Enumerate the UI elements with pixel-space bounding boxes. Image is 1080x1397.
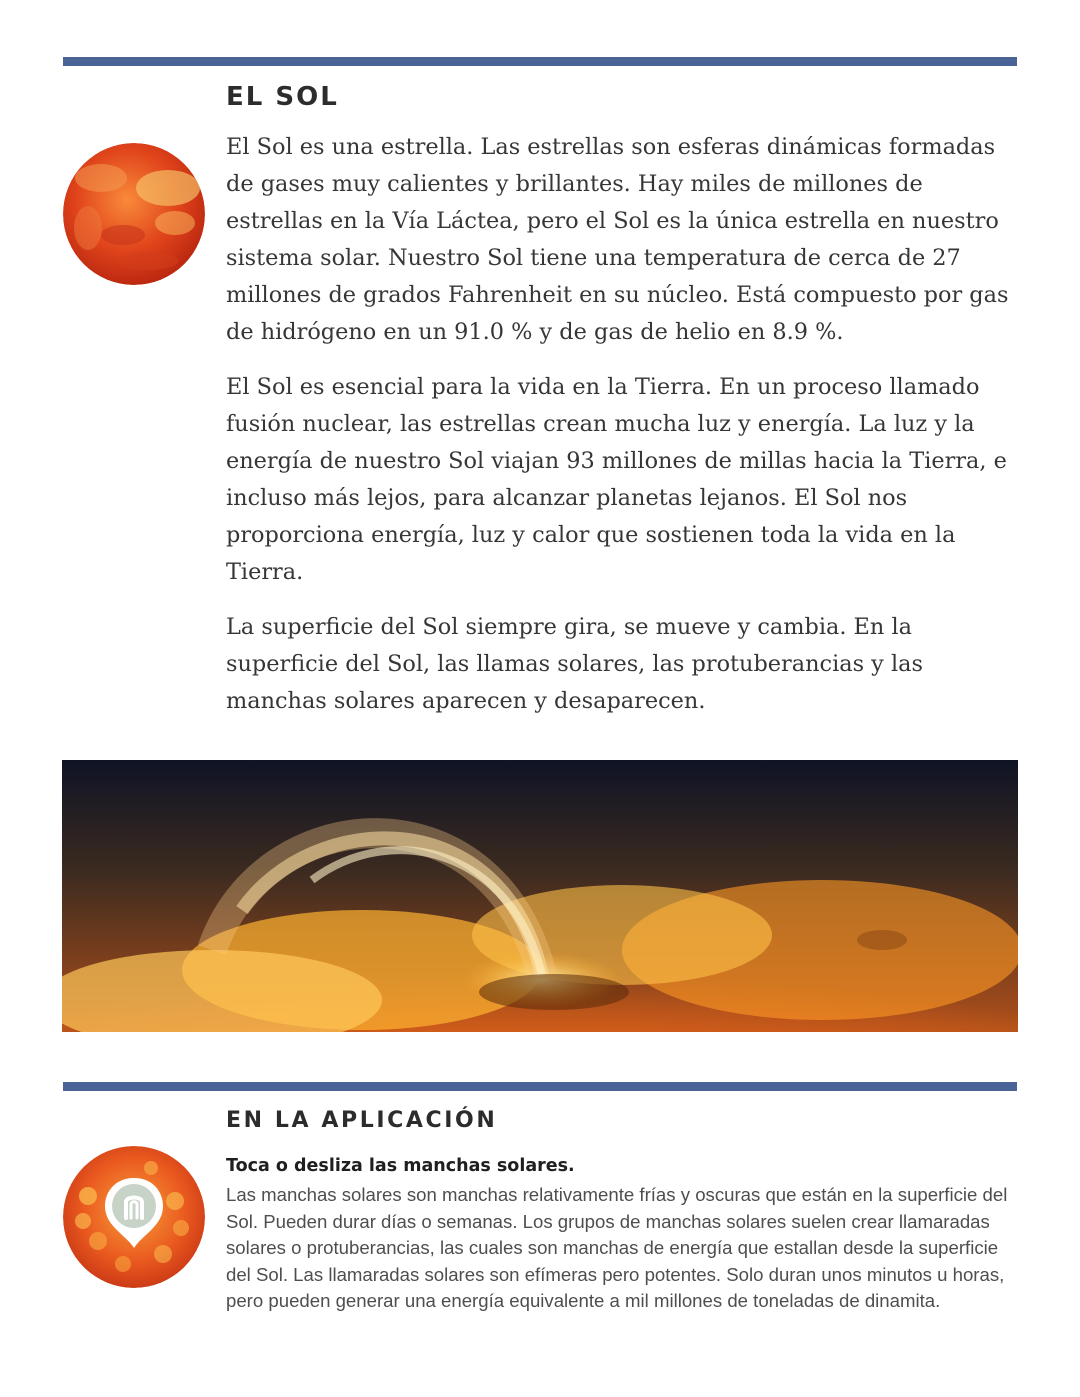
- app-description: Las manchas solares son manchas relativamente frías y oscuras que están en la superficie del Sol. Pueden durar días o semanas. Los grupos de manchas solares suelen crear llamaradas solares o protuberancias, las cuales son manchas de energía que estallan desde la superficie del Sol. Las llamaradas solares son efímeras pero potentes. Solo duran unos minutos u horas, pero pueden generar una energía equivalente a mil millones de toneladas de dinamita.: [226, 1184, 1008, 1312]
- section-title-en-la-aplicacion: EN LA APLICACIÓN: [226, 1108, 498, 1133]
- paragraph-1: El Sol es una estrella. Las estrellas son esferas dinámicas formadas de gases muy calientes y brillantes. Hay miles de millones de estrellas en la Vía Láctea, pero el Sol es la única estrella en nuestro sistema solar. Nuestro Sol tiene una temperatura de cerca de 27 millones de grados Fahrenheit en su núcleo. Está compuesto por gas de hidrógeno en un 91.0 % y de gas de helio en 8.9 %.: [226, 134, 1009, 345]
- section-divider-top: [63, 57, 1017, 66]
- sunspot-touch-icon: [63, 1146, 205, 1288]
- solar-flare-image: [62, 760, 1018, 1032]
- paragraph-3: La superficie del Sol siempre gira, se mueve y cambia. En la superficie del Sol, las llamas solares, las protuberancias y las manchas solares aparecen y desaparecen.: [226, 614, 923, 714]
- sun-globe-icon: [63, 143, 205, 285]
- section-title-el-sol: EL SOL: [226, 82, 339, 112]
- app-instruction: Toca o desliza las manchas solares.: [226, 1156, 575, 1176]
- section-divider-app: [63, 1082, 1017, 1091]
- intro-text: [226, 129, 1016, 720]
- paragraph-2: El Sol es esencial para la vida en la Tierra. En un proceso llamado fusión nuclear, las estrellas crean mucha luz y energía. La luz y la energía de nuestro Sol viajan 93 millones de millas hacia la Tierra, e incluso más lejos, para alcanzar planetas lejanos. El Sol nos proporciona energía, luz y calor que sostienen toda la vida en la Tierra.: [226, 374, 1007, 585]
